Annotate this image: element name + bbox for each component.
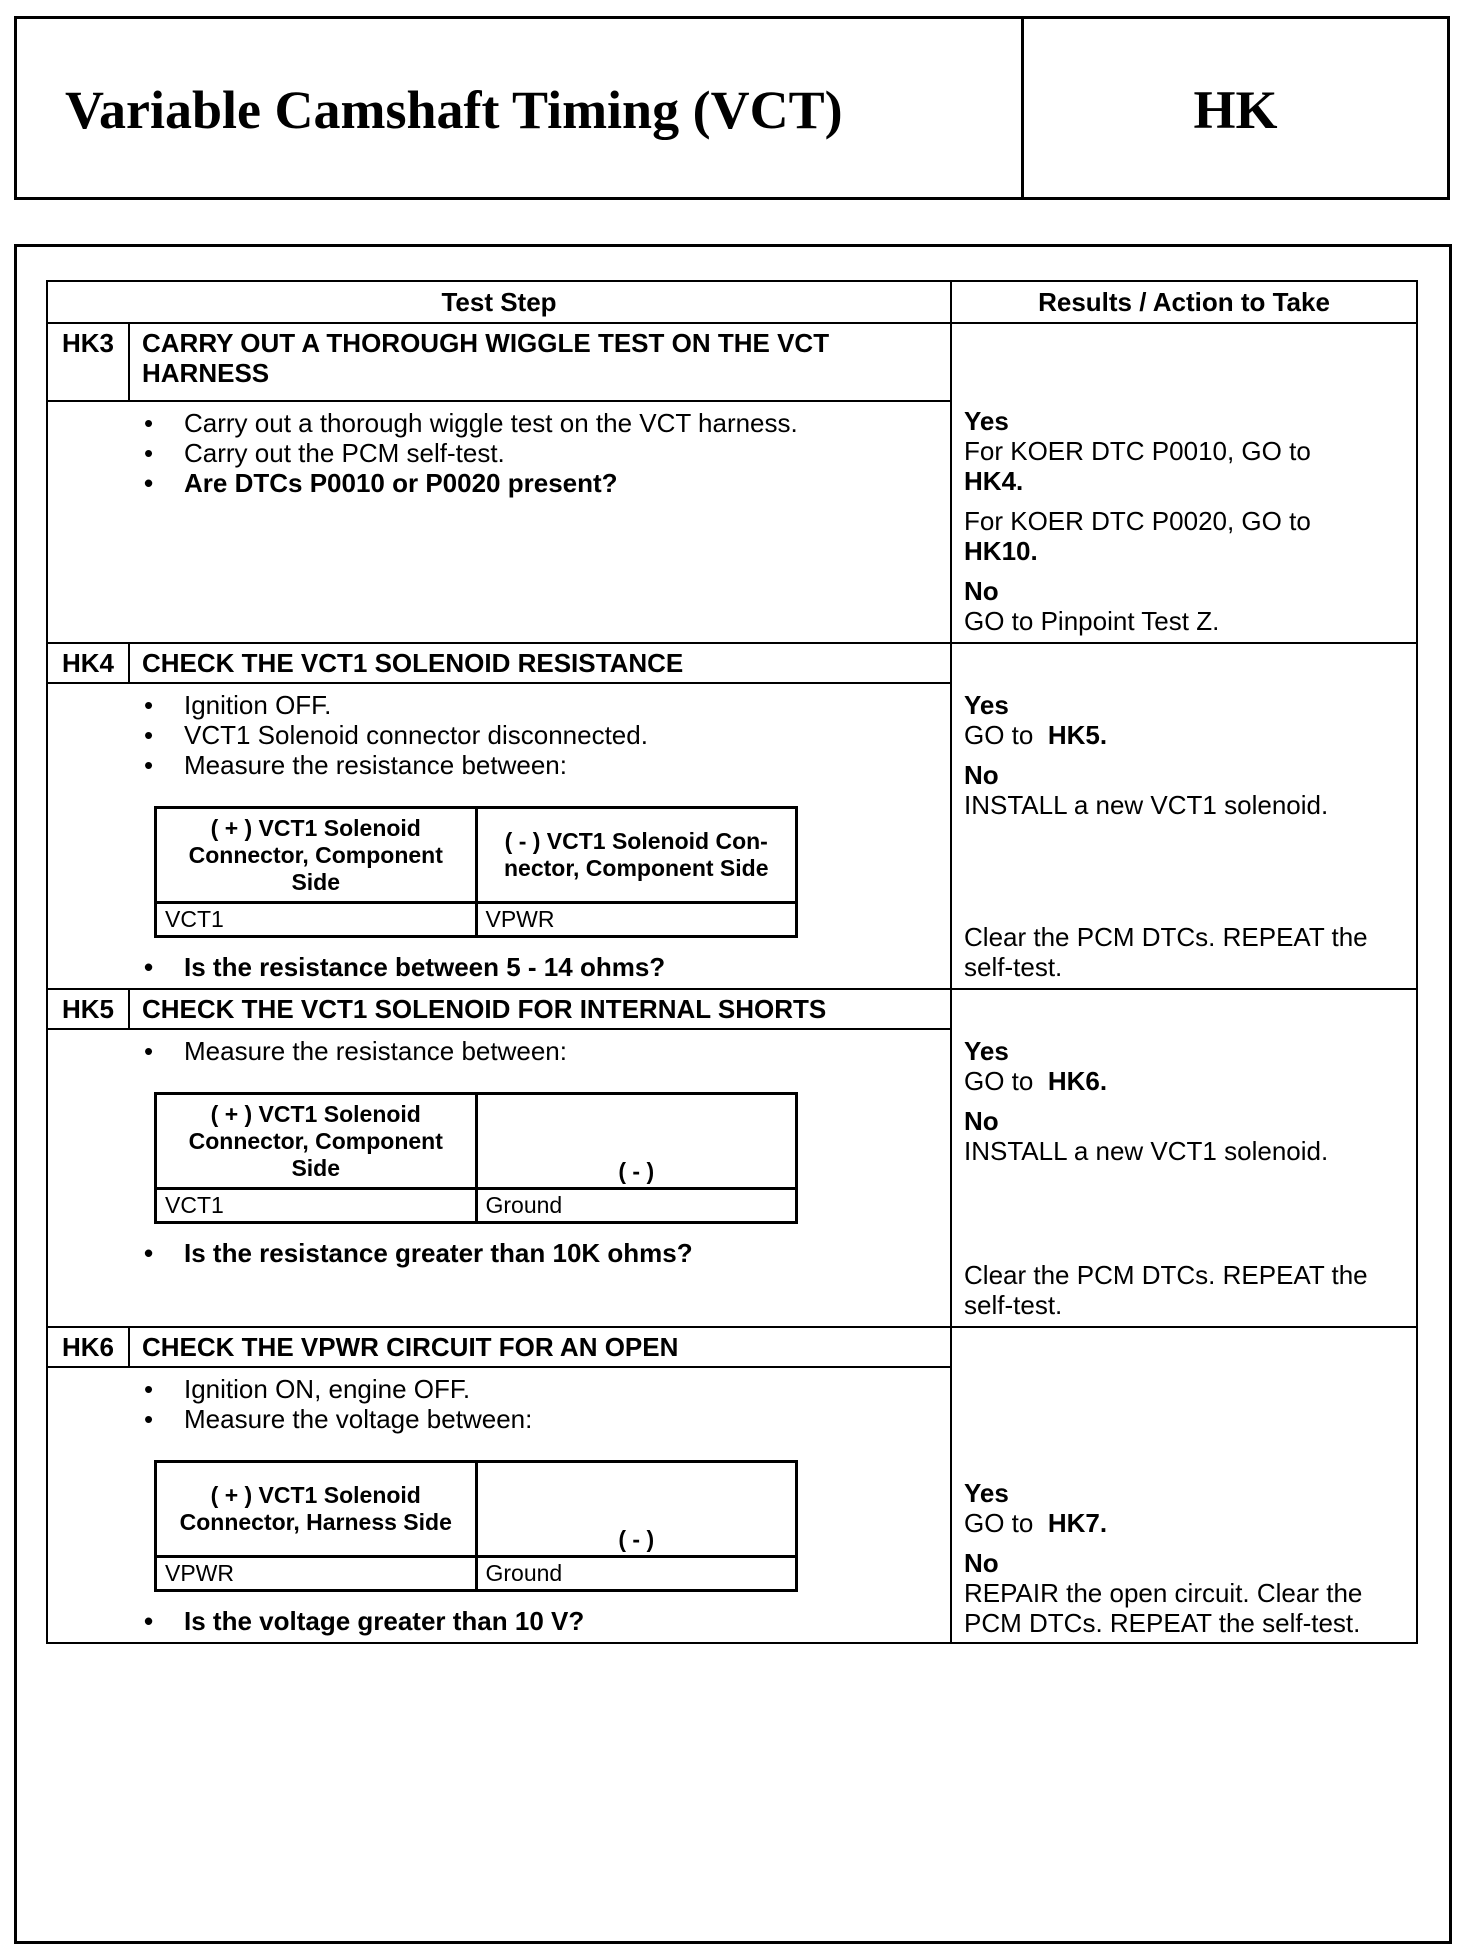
yes-ref: HK6. — [1047, 1066, 1108, 1096]
meas-minus-header: ( - ) — [476, 1462, 797, 1557]
step-bullet: • Carry out a thorough wiggle test on the VCT harness. — [144, 408, 940, 438]
step-title-row — [47, 643, 1417, 683]
step-question: • Is the resistance greater than 10K ohms? — [144, 1238, 940, 1268]
yes-action: For KOER DTC P0020, GO to — [964, 506, 1311, 536]
meas-plus-header: ( + ) VCT1 Solenoid Connector, Harness Side — [156, 1462, 477, 1557]
step-id: HK3 — [47, 323, 129, 401]
page-title: Variable Camshaft Timing (VCT) — [65, 80, 843, 140]
measurement-table — [154, 1460, 798, 1592]
step-title-row — [47, 1327, 1417, 1367]
yes-ref: HK4. — [964, 466, 1024, 496]
step-body — [47, 1367, 951, 1643]
step-title: CARRY OUT A THOROUGH WIGGLE TEST ON THE VCT HARNESS — [129, 323, 951, 401]
result-footer: Clear the PCM DTCs. REPEAT the self-test. — [964, 922, 1368, 982]
yes-ref: HK5. — [1047, 720, 1108, 750]
step-results — [951, 1327, 1417, 1643]
step-title: CHECK THE VCT1 SOLENOID RESISTANCE — [129, 643, 951, 683]
step-bullet: • Ignition OFF. — [144, 690, 940, 720]
step-title: CHECK THE VPWR CIRCUIT FOR AN OPEN — [129, 1327, 951, 1367]
yes-label: Yes — [964, 406, 1009, 436]
step-question: • Is the voltage greater than 10 V? — [144, 1606, 940, 1636]
no-action: GO to Pinpoint Test Z. — [964, 606, 1220, 636]
meas-plus-value: VPWR — [156, 1557, 477, 1591]
col-header-test-step: Test Step — [47, 281, 951, 323]
yes-action: For KOER DTC P0010, GO to — [964, 436, 1311, 466]
test-step-table — [46, 280, 1418, 1644]
step-bullet: • VCT1 Solenoid connector disconnected. — [144, 720, 940, 750]
result-footer: Clear the PCM DTCs. REPEAT the self-test. — [964, 1260, 1368, 1320]
yes-action: GO to — [964, 1508, 1034, 1538]
step-body — [47, 683, 951, 989]
meas-minus-header: ( - ) VCT1 Solenoid Con-nector, Component Side — [476, 808, 797, 903]
meas-plus-value: VCT1 — [156, 1189, 477, 1223]
meas-minus-value: Ground — [476, 1189, 797, 1223]
step-id: HK5 — [47, 989, 129, 1029]
yes-action: GO to — [964, 720, 1034, 750]
step-question: • Is the resistance between 5 - 14 ohms? — [144, 952, 940, 982]
yes-ref: HK7. — [1047, 1508, 1108, 1538]
yes-label: Yes — [964, 1478, 1009, 1508]
meas-plus-header: ( + ) VCT1 Solenoid Connector, Component Side — [156, 1094, 477, 1189]
step-bullet: • Measure the voltage between: — [144, 1404, 940, 1434]
no-label: No — [964, 760, 999, 790]
step-body — [47, 401, 951, 643]
yes-label: Yes — [964, 1036, 1009, 1066]
step-question: • Are DTCs P0010 or P0020 present? — [144, 468, 940, 498]
table-header-row — [47, 281, 1417, 323]
meas-minus-header: ( - ) — [476, 1094, 797, 1189]
step-bullet: • Measure the resistance between: — [144, 750, 940, 780]
no-label: No — [964, 576, 999, 606]
meas-plus-value: VCT1 — [156, 903, 477, 937]
step-body — [47, 1029, 951, 1327]
step-results — [951, 643, 1417, 989]
no-action: REPAIR the open circuit. Clear the PCM DTCs. REPEAT the self-test. — [964, 1578, 1363, 1638]
measurement-table — [154, 806, 798, 938]
yes-action: GO to — [964, 1066, 1034, 1096]
step-id: HK6 — [47, 1327, 129, 1367]
step-title-row — [47, 989, 1417, 1029]
no-label: No — [964, 1106, 999, 1136]
yes-label: Yes — [964, 690, 1009, 720]
measurement-table — [154, 1092, 798, 1224]
no-action: INSTALL a new VCT1 solenoid. — [964, 790, 1329, 820]
step-title: CHECK THE VCT1 SOLENOID FOR INTERNAL SHORTS — [129, 989, 951, 1029]
step-title-row — [47, 323, 1417, 401]
step-results — [951, 323, 1417, 643]
meas-minus-value: VPWR — [476, 903, 797, 937]
meas-plus-header: ( + ) VCT1 Solenoid Connector, Component Side — [156, 808, 477, 903]
section-code: HK — [1193, 80, 1278, 140]
step-bullet: • Measure the resistance between: — [144, 1036, 940, 1066]
col-header-results: Results / Action to Take — [951, 281, 1417, 323]
step-id: HK4 — [47, 643, 129, 683]
step-bullet: • Ignition ON, engine OFF. — [144, 1374, 940, 1404]
page-header — [14, 16, 1450, 200]
step-results — [951, 989, 1417, 1327]
yes-ref: HK10. — [964, 536, 1038, 566]
no-label: No — [964, 1548, 999, 1578]
meas-minus-value: Ground — [476, 1557, 797, 1591]
no-action: INSTALL a new VCT1 solenoid. — [964, 1136, 1329, 1166]
step-bullet: • Carry out the PCM self-test. — [144, 438, 940, 468]
